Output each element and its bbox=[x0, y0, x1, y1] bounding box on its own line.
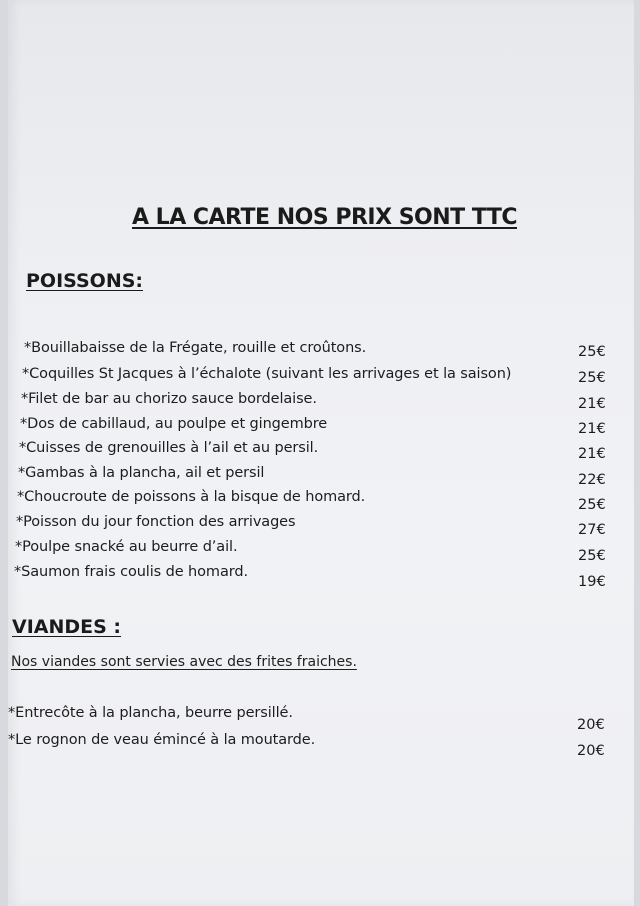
menu-item-name: *Entrecôte à la plancha, beurre persillé. bbox=[8, 705, 293, 721]
menu-item-name: *Poulpe snacké au beurre d’ail. bbox=[15, 539, 238, 555]
menu-item-price: 21€ bbox=[578, 421, 606, 437]
menu-item-price: 21€ bbox=[578, 446, 606, 462]
menu-item-price: 20€ bbox=[577, 743, 605, 759]
menu-item-price: 19€ bbox=[578, 574, 606, 590]
page-title: A LA CARTE NOS PRIX SONT TTC bbox=[132, 205, 517, 230]
viandes-heading: VIANDES : bbox=[12, 616, 122, 638]
menu-item-name: *Bouillabaisse de la Frégate, rouille et croûtons. bbox=[24, 340, 367, 356]
menu-item-name: *Dos de cabillaud, au poulpe et gingembre bbox=[20, 416, 328, 432]
menu-item-price: 25€ bbox=[578, 497, 606, 513]
menu-item-name: *Cuisses de grenouilles à l’ail et au persil. bbox=[19, 440, 319, 456]
menu-page bbox=[8, 0, 634, 906]
menu-item-name: *Poisson du jour fonction des arrivages bbox=[16, 514, 296, 530]
menu-item-price: 20€ bbox=[577, 717, 605, 733]
menu-item-name: *Le rognon de veau émincé à la moutarde. bbox=[8, 732, 316, 748]
poissons-heading: POISSONS: bbox=[26, 270, 143, 292]
menu-item-price: 27€ bbox=[578, 522, 606, 538]
menu-item-price: 25€ bbox=[578, 370, 606, 386]
menu-item-name: *Filet de bar au chorizo sauce bordelaise. bbox=[21, 391, 317, 407]
menu-item-price: 25€ bbox=[578, 548, 606, 564]
menu-item-name: *Choucroute de poissons à la bisque de homard. bbox=[17, 489, 366, 505]
menu-item-name: *Saumon frais coulis de homard. bbox=[14, 564, 248, 580]
menu-item-price: 25€ bbox=[578, 344, 606, 360]
menu-item-name: *Gambas à la plancha, ail et persil bbox=[18, 465, 265, 481]
menu-item-price: 21€ bbox=[578, 396, 606, 412]
viandes-note: Nos viandes sont servies avec des frites fraiches. bbox=[11, 654, 357, 670]
menu-item-name: *Coquilles St Jacques à l’échalote (suivant les arrivages et la saison) bbox=[22, 366, 512, 382]
menu-item-price: 22€ bbox=[578, 472, 606, 488]
